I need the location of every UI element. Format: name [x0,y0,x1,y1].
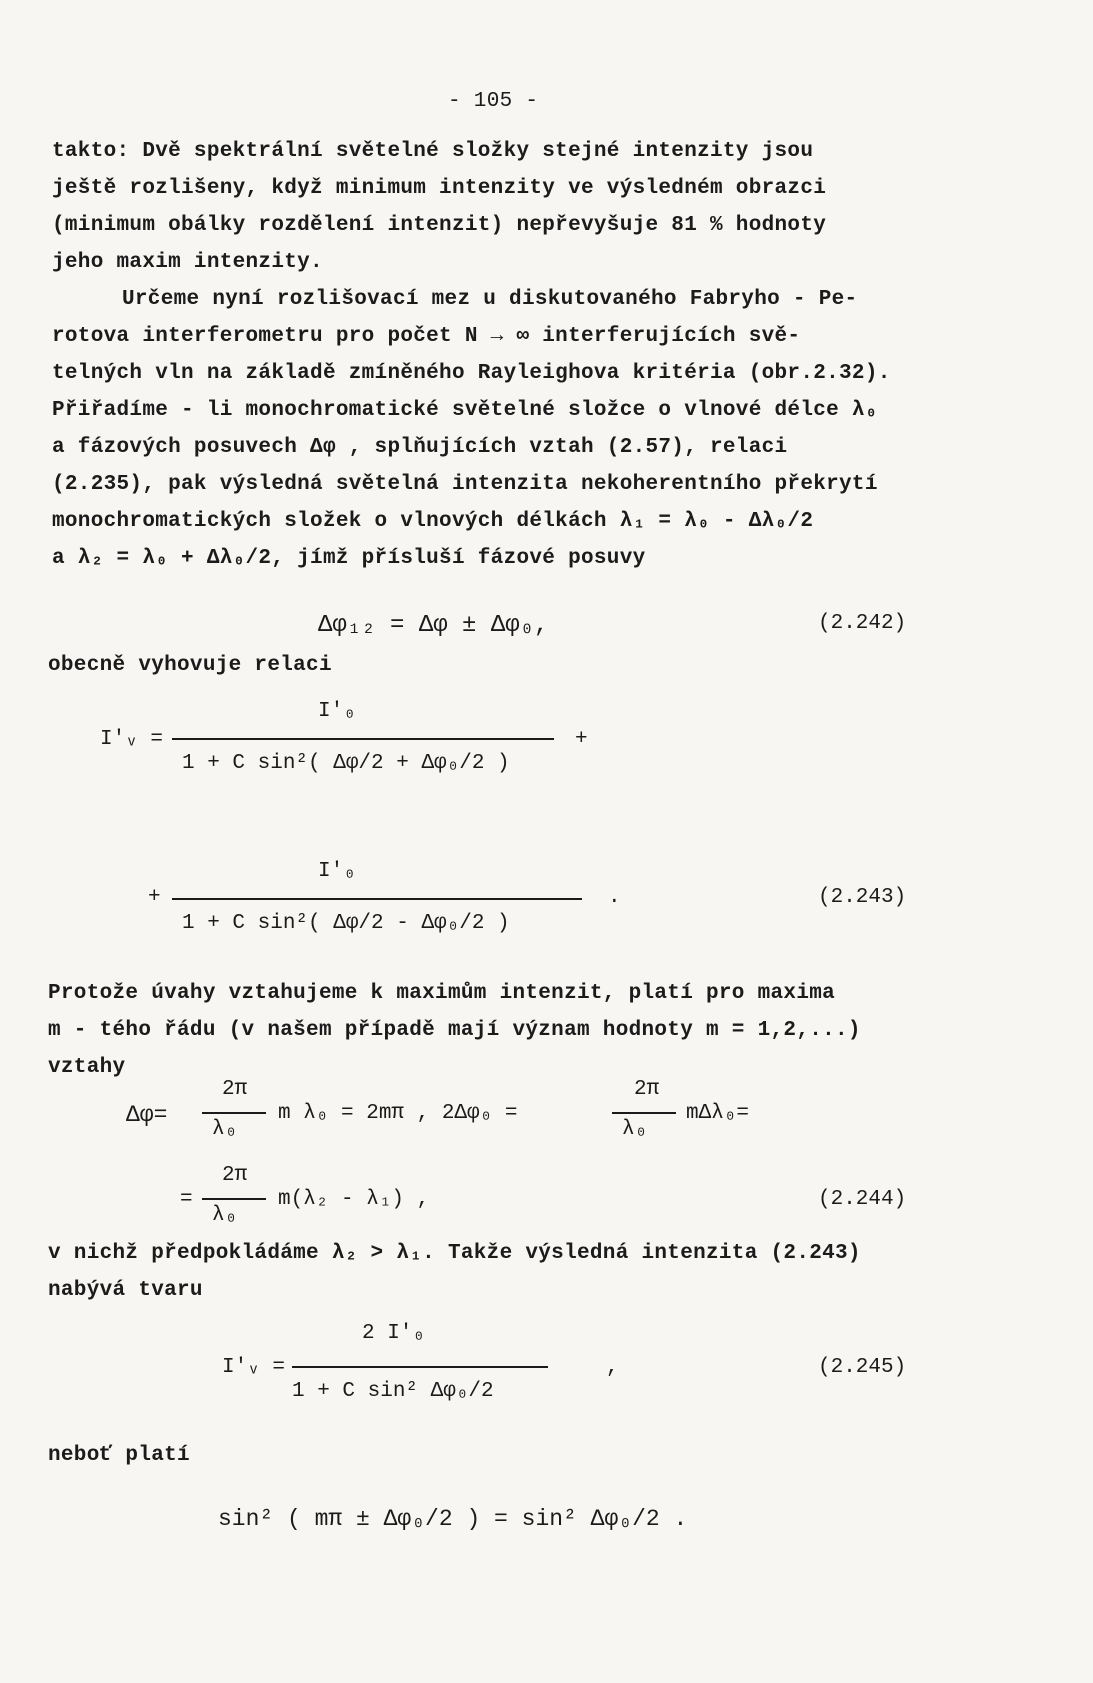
equation-2-245-fraction-bar [292,1366,548,1368]
equation-2-243-fraction-bar-2 [172,898,582,900]
text-after-242: obecně vyhovuje relaci [48,654,332,677]
text-line-9: a fázových posuvech Δφ , splňujících vztah (2.57), relaci [52,436,788,459]
equation-2-243-denominator-1: 1 + C sin²( Δφ/2 + Δφ₀/2 ) [182,752,510,775]
page-number: - 105 - [448,90,539,113]
text-after-244-line-1: v nichž předpokládáme λ₂ > λ₁. Takže výsledná intenzita (2.243) [48,1242,861,1265]
equation-2-244-fraction-1-denominator: λ₀ [212,1118,238,1141]
equation-number-2-244: (2.244) [818,1188,907,1211]
equation-2-244-middle-2: mΔλ₀= [686,1102,750,1125]
equation-2-244-fraction-2-numerator: 2π [634,1078,660,1101]
text-after-245: neboť platí [48,1444,190,1467]
text-line-2: ještě rozlišeny, když minimum intenzity ve výsledném obrazci [52,177,827,200]
equation-2-243-plus-end: + [575,728,588,751]
text-line-5: Určeme nyní rozlišovací mez u diskutovaného Fabryho - Pe- [122,288,858,311]
equation-2-243-lhs: I′ᵥ = [100,728,164,751]
equation-final: sin² ( mπ ± Δφ₀/2 ) = sin² Δφ₀/2 . [218,1506,688,1532]
equation-2-244-fraction-bar-3 [202,1198,266,1200]
equation-number-2-245: (2.245) [818,1356,907,1379]
equation-2-243-denominator-2: 1 + C sin²( Δφ/2 - Δφ₀/2 ) [182,912,510,935]
equation-2-245-comma: , [606,1356,619,1379]
equation-2-244-fraction-1-numerator: 2π [222,1078,248,1101]
equation-2-244-tail: m(λ₂ - λ₁) , [278,1188,430,1211]
equation-2-244-middle-1: m λ₀ = 2mπ , 2Δφ₀ = [278,1102,518,1125]
equation-2-244-fraction-3-denominator: λ₀ [212,1204,238,1227]
text-line-11: monochromatických složek o vlnových délkách λ₁ = λ₀ - Δλ₀/2 [52,510,814,533]
text-after-244-line-2: nabývá tvaru [48,1279,203,1302]
text-line-8: Přiřadíme - li monochromatické světelné složce o vlnové délce λ₀ [52,399,878,422]
equation-number-2-242: (2.242) [818,612,907,635]
equation-2-244-fraction-3-numerator: 2π [222,1164,248,1187]
text-after-243-line-2: m - tého řádu (v našem případě mají význam hodnoty m = 1,2,...) [48,1019,861,1042]
equation-2-244-fraction-bar-1 [202,1112,266,1114]
equation-2-243-period: . [608,886,621,909]
text-line-7: telných vln na základě zmíněného Rayleighova kritéria (obr.2.32). [52,362,891,385]
text-line-10: (2.235), pak výsledná světelná intenzita nekoherentního překrytí [52,473,878,496]
text-line-3: (minimum obálky rozdělení intenzit) nepřevyšuje 81 % hodnoty [52,214,827,237]
equation-2-243-numerator-1: I′₀ [318,700,356,723]
equation-2-244-lhs-1: Δφ= [126,1102,168,1128]
text-line-4: jeho maxim intenzity. [52,251,323,274]
equation-2-243-numerator-2: I′₀ [318,860,356,883]
text-after-243-line-3: vztahy [48,1056,126,1079]
equation-2-243-plus-start: + [148,886,161,909]
text-after-243-line-1: Protože úvahy vztahujeme k maximům intenzit, platí pro maxima [48,982,836,1005]
equation-number-2-243: (2.243) [818,886,907,909]
equation-2-244-fraction-2-denominator: λ₀ [622,1118,648,1141]
text-line-6: rotova interferometru pro počet N → ∞ interferujících svě- [52,325,801,348]
equation-2-245-numerator: 2 I′₀ [362,1322,426,1345]
equation-2-243-fraction-bar-1 [172,738,554,740]
equation-2-245-lhs: I′ᵥ = [222,1356,286,1379]
equation-2-242: Δφ₁₂ = Δφ ± Δφ₀, [318,612,549,639]
equation-2-245-denominator: 1 + C sin² Δφ₀/2 [292,1380,494,1403]
equation-2-244-fraction-bar-2 [612,1112,676,1114]
equation-2-244-lhs-2: = [180,1188,193,1211]
text-line-12: a λ₂ = λ₀ + Δλ₀/2, jímž přísluší fázové posuvy [52,547,646,570]
text-line-1: takto: Dvě spektrální světelné složky stejné intenzity jsou [52,140,814,163]
